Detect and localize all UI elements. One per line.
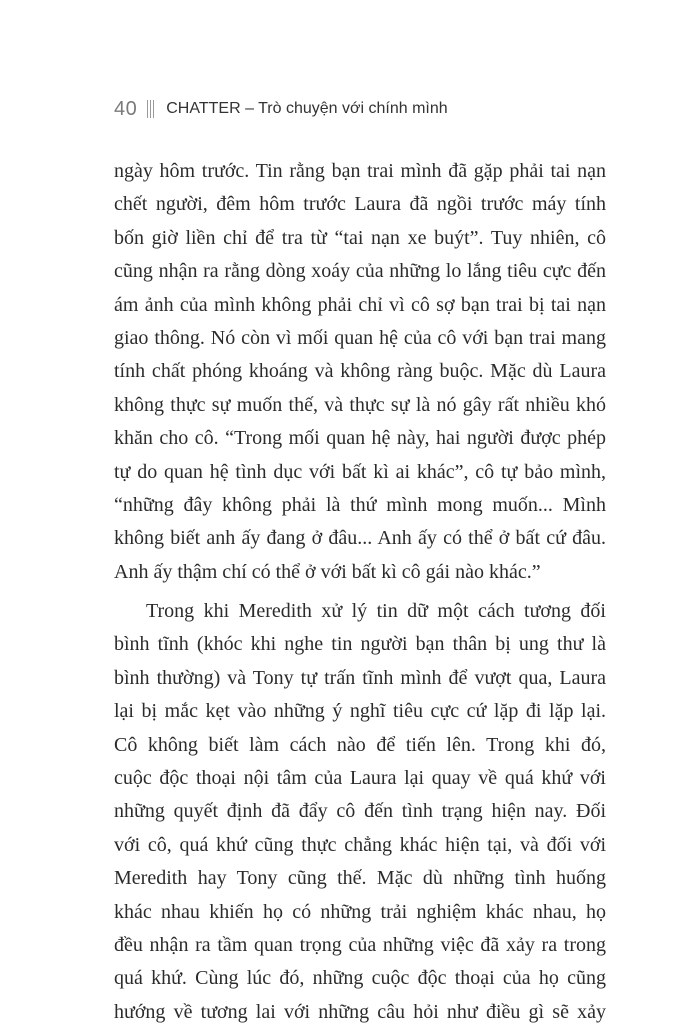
text-line: tự do quan hệ tình dục với bất kì ai khác”, cô tự bảo mình, <box>114 460 606 483</box>
text-line: Trong khi Meredith xử lý tin dữ một cách tương đối <box>146 600 606 623</box>
text-line: cuộc độc thoại nội tâm của Laura lại quay về quá khứ với <box>114 767 606 790</box>
body-text <box>114 155 606 1029</box>
text-line: bình thường) và Tony tự trấn tĩnh mình để vượt qua, Laura <box>114 666 606 689</box>
text-line: Anh ấy thậm chí có thể ở với bất kì cô gái nào khác.” <box>114 560 541 583</box>
text-line: ám ảnh của mình không phải chỉ vì cô sợ bạn trai bị tai nạn <box>114 293 606 316</box>
text-line: cũng nhận ra rằng dòng xoáy của những lo lắng tiêu cực đến <box>114 260 606 283</box>
paragraph-2 <box>114 595 606 1029</box>
text-line: Cô không biết làm cách nào để tiến lên. Trong khi đó, <box>114 733 606 756</box>
header-separator <box>147 100 154 118</box>
text-line: Meredith hay Tony cũng thế. Mặc dù những tình huống <box>114 867 606 890</box>
text-line: không thực sự muốn thế, và thực sự là nó gây rất nhiều khó <box>114 393 606 416</box>
text-line: quá khứ. Cùng lúc đó, những cuộc độc thoại của họ cũng <box>114 967 606 990</box>
running-header <box>114 96 448 122</box>
text-line: lại bị mắc kẹt vào những ý nghĩ tiêu cực cứ lặp đi lặp lại. <box>114 700 606 723</box>
text-line: với cô, quá khứ cũng thực chẳng khác hiện tại, và đối với <box>114 833 606 856</box>
text-line: không biết anh ấy đang ở đâu... Anh ấy có thể ở bất cứ đâu. <box>114 527 606 550</box>
text-line: bình tĩnh (khóc khi nghe tin người bạn thân bị ung thư là <box>114 633 606 656</box>
text-line: khác nhau khiến họ có những trải nghiệm khác nhau, họ <box>114 900 606 923</box>
text-line: khăn cho cô. “Trong mối quan hệ này, hai người được phép <box>114 427 606 450</box>
text-line: hướng về tương lai với những câu hỏi như điều gì sẽ xảy <box>114 1000 606 1023</box>
text-line: “những đây không phải là thứ mình mong muốn... Mình <box>114 493 606 516</box>
book-title: CHATTER – Trò chuyện với chính mình <box>166 100 448 117</box>
text-line: tính chất phóng khoáng và không ràng buộc. Mặc dù Laura <box>114 360 606 383</box>
text-line: ngày hôm trước. Tin rằng bạn trai mình đã gặp phải tai nạn <box>114 160 606 182</box>
text-line: chết người, đêm hôm trước Laura đã ngồi trước máy tính <box>114 193 606 216</box>
paragraph-1 <box>114 155 606 589</box>
text-line: giao thông. Nó còn vì mối quan hệ của cô với bạn trai mang <box>114 326 606 349</box>
text-line: những quyết định đã đẩy cô đến tình trạng hiện nay. Đối <box>114 800 606 823</box>
page-number: 40 <box>114 97 138 120</box>
text-line: bốn giờ liền chỉ để tra từ “tai nạn xe buýt”. Tuy nhiên, cô <box>114 226 606 249</box>
text-line: đều nhận ra tầm quan trọng của những việc đã xảy ra trong <box>114 933 606 956</box>
